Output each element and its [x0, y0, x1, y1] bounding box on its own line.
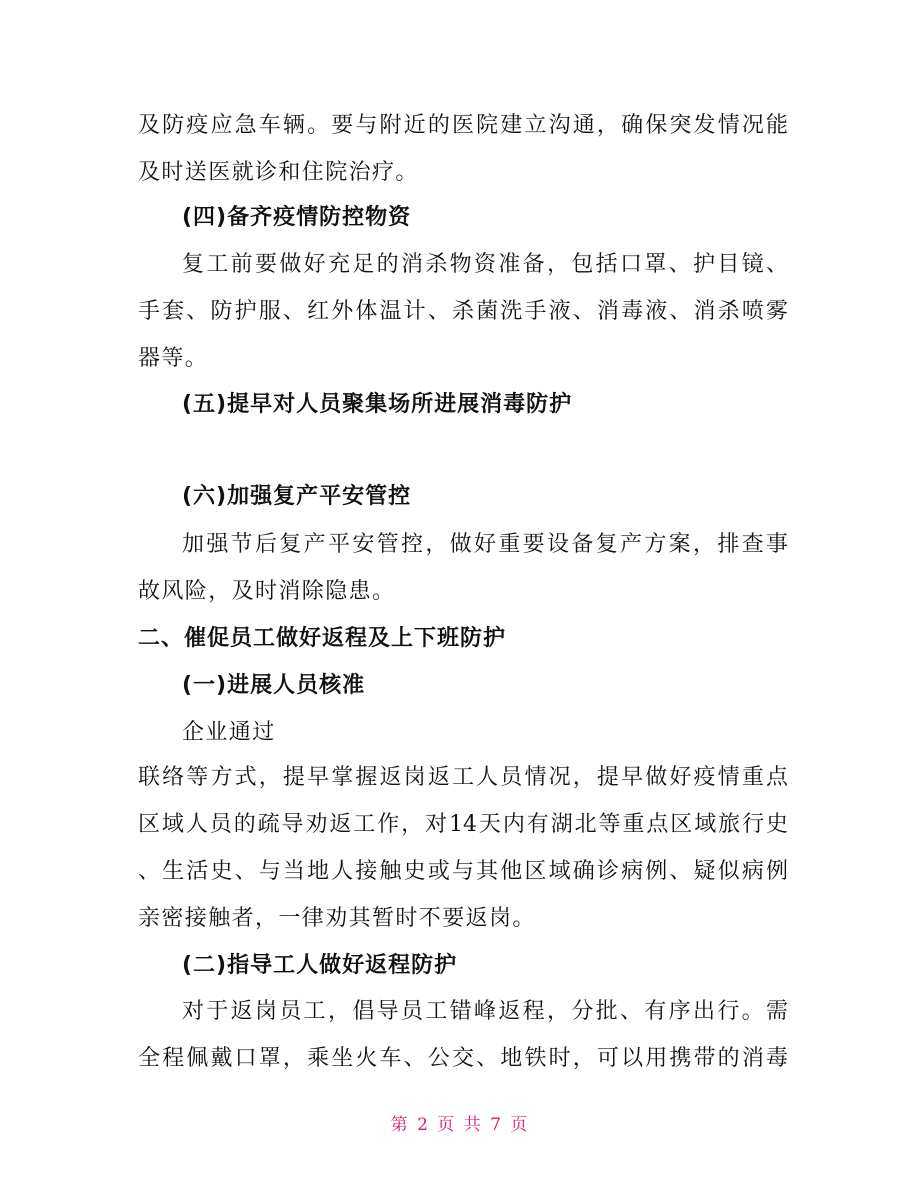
paragraph-line: 区域人员的疏导劝返工作，对14天内有湖北等重点区域旅行史 [138, 812, 788, 837]
section-heading: (六)加强复产平安管控 [182, 484, 412, 509]
chapter-heading: 二、催促员工做好返程及上下班防护 [138, 626, 507, 651]
paragraph-line: 联络等方式，提早掌握返岗返工人员情况，提早做好疫情重点 [138, 765, 788, 790]
section-heading: (五)提早对人员聚集场所进展消毒防护 [182, 392, 573, 417]
paragraph-line: 手套、防护服、红外体温计、杀菌洗手液、消毒液、消杀喷雾 [138, 299, 788, 324]
paragraph-line: 全程佩戴口罩，乘坐火车、公交、地铁时，可以用携带的消毒 [138, 1046, 788, 1071]
paragraph-line: 、生活史、与当地人接触史或与其他区域确诊病例、疑似病例 [138, 859, 788, 884]
paragraph-line: 对于返岗员工，倡导员工错峰返程，分批、有序出行。需 [182, 999, 788, 1024]
paragraph-line: 亲密接触者，一律劝其暂时不要返岗。 [138, 906, 536, 931]
paragraph-line: 及时送医就诊和住院治疗。 [138, 160, 419, 185]
paragraph-line: 器等。 [138, 346, 209, 371]
paragraph-line: 复工前要做好充足的消杀物资准备，包括口罩、护目镜、 [182, 252, 788, 277]
paragraph-line: 及防疫应急车辆。要与附近的医院建立沟通，确保突发情况能 [138, 113, 788, 138]
section-heading: (四)备齐疫情防控物资 [182, 205, 412, 230]
paragraph-line: 故风险，及时消除隐患。 [138, 579, 396, 604]
page-number-footer: 第 2 页 共 7 页 [390, 1115, 530, 1135]
paragraph-line: 加强节后复产平安管控，做好重要设备复产方案，排查事 [182, 532, 788, 557]
paragraph-line: 企业通过 [182, 720, 276, 745]
section-heading: (二)指导工人做好返程防护 [182, 953, 458, 978]
section-heading: (一)进展人员核准 [182, 673, 366, 698]
